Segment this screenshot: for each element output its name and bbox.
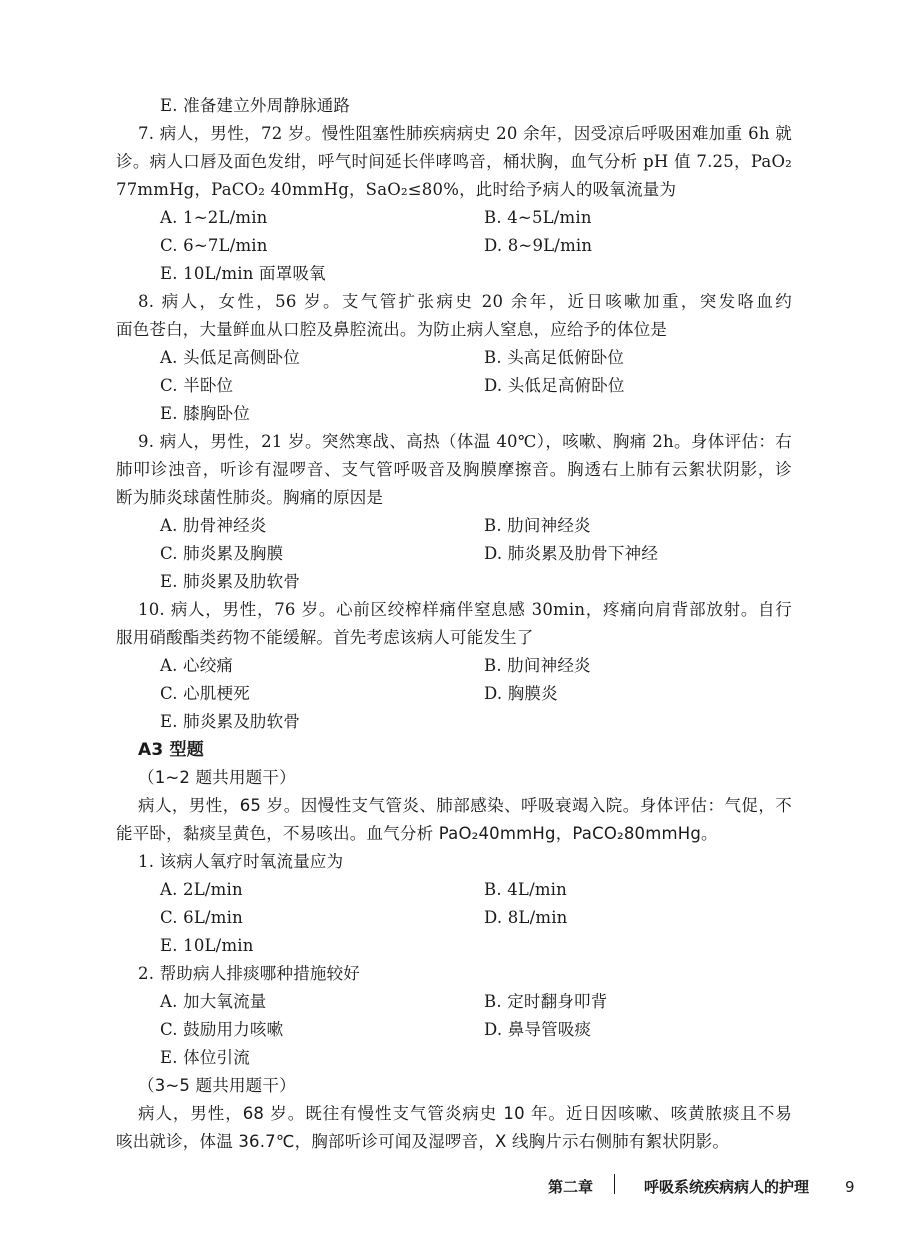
shared-stem-1-line1: 病人，男性，65 岁。因慢性支气管炎、肺部感染、呼吸衰竭入院。身体评估：气促，不 bbox=[138, 796, 792, 815]
q10-stem-line1: 10. 病人，男性，76 岁。心前区绞榨样痛伴窒息感 30min，疼痛向肩背部放射。自行 bbox=[138, 600, 792, 619]
section-heading: A3 型题 bbox=[138, 740, 204, 760]
q7-option-e: E. 10L/min 面罩吸氧 bbox=[160, 264, 326, 283]
group-label-1: （1~2 题共用题干） bbox=[138, 768, 296, 787]
s2-option-c: C. 鼓励用力咳嗽 bbox=[160, 1020, 284, 1039]
q9-stem-line2: 肺叩诊浊音，听诊有湿啰音、支气管呼吸音及胸膜摩擦音。胸透右上肺有云絮状阴影，诊 bbox=[116, 460, 792, 479]
s2-option-d: D. 鼻导管吸痰 bbox=[484, 1020, 592, 1039]
q9-option-e: E. 肺炎累及肋软骨 bbox=[160, 572, 301, 591]
q10-stem-line2: 服用硝酸酯类药物不能缓解。首先考虑该病人可能发生了 bbox=[116, 628, 534, 647]
q7-option-b: B. 4~5L/min bbox=[484, 208, 592, 227]
shared-stem-1-line2: 能平卧，黏痰呈黄色，不易咳出。血气分析 PaO₂40mmHg，PaCO₂80mmHg。 bbox=[116, 824, 718, 843]
footer-chapter: 第二章 bbox=[548, 1178, 594, 1196]
q10-option-e: E. 肺炎累及肋软骨 bbox=[160, 712, 301, 731]
s2-option-a: A. 加大氧流量 bbox=[160, 992, 267, 1011]
q8-option-d: D. 头低足高俯卧位 bbox=[484, 376, 625, 395]
q9-stem-line3: 断为肺炎球菌性肺炎。胸痛的原因是 bbox=[116, 488, 384, 507]
footer-divider bbox=[614, 1174, 615, 1194]
page-number: 9 bbox=[845, 1178, 855, 1196]
s1-option-a: A. 2L/min bbox=[160, 880, 243, 899]
q8-stem-line1: 8. 病人，女性，56 岁。支气管扩张病史 20 余年，近日咳嗽加重，突发咯血约 bbox=[138, 292, 792, 311]
q8-stem-line2: 面色苍白，大量鲜血从口腔及鼻腔流出。为防止病人窒息，应给予的体位是 bbox=[116, 320, 668, 339]
q10-option-d: D. 胸膜炎 bbox=[484, 684, 558, 703]
s1-option-e: E. 10L/min bbox=[160, 936, 254, 955]
s2-option-b: B. 定时翻身叩背 bbox=[484, 992, 608, 1011]
q10-option-b: B. 肋间神经炎 bbox=[484, 656, 591, 675]
q10-option-c: C. 心肌梗死 bbox=[160, 684, 250, 703]
q10-option-a: A. 心绞痛 bbox=[160, 656, 234, 675]
s1-option-b: B. 4L/min bbox=[484, 880, 567, 899]
q9-option-b: B. 肋间神经炎 bbox=[484, 516, 591, 535]
q9-stem-line1: 9. 病人，男性，21 岁。突然寒战、高热（体温 40℃），咳嗽、胸痛 2h。身体评估：右 bbox=[138, 432, 792, 451]
q7-option-d: D. 8~9L/min bbox=[484, 236, 593, 255]
footer-title: 呼吸系统疾病病人的护理 bbox=[644, 1178, 810, 1196]
s2-question: 2. 帮助病人排痰哪种措施较好 bbox=[138, 964, 360, 983]
q8-option-b: B. 头高足低俯卧位 bbox=[484, 348, 625, 367]
q7-stem-line2: 诊。病人口唇及面色发绀，呼气时间延长伴哮鸣音，桶状胸，血气分析 pH 值 7.25，PaO₂ bbox=[116, 152, 792, 171]
s1-option-c: C. 6L/min bbox=[160, 908, 243, 927]
q7-option-c: C. 6~7L/min bbox=[160, 236, 268, 255]
q8-option-c: C. 半卧位 bbox=[160, 376, 234, 395]
q8-option-a: A. 头低足高侧卧位 bbox=[160, 348, 300, 367]
s2-option-e: E. 体位引流 bbox=[160, 1048, 250, 1067]
q8-option-e: E. 膝胸卧位 bbox=[160, 404, 250, 423]
q6-option-e: E. 准备建立外周静脉通路 bbox=[160, 96, 351, 115]
s1-question: 1. 该病人氧疗时氧流量应为 bbox=[138, 852, 344, 871]
shared-stem-2-line2: 咳出就诊，体温 36.7℃，胸部听诊可闻及湿啰音，X 线胸片示右侧肺有絮状阴影。 bbox=[116, 1132, 730, 1151]
group-label-2: （3~5 题共用题干） bbox=[138, 1076, 296, 1095]
q7-option-a: A. 1~2L/min bbox=[160, 208, 268, 227]
q7-stem-line3: 77mmHg，PaCO₂ 40mmHg，SaO₂≤80%，此时给予病人的吸氧流量为 bbox=[116, 180, 677, 199]
q9-option-a: A. 肋骨神经炎 bbox=[160, 516, 267, 535]
shared-stem-2-line1: 病人，男性，68 岁。既往有慢性支气管炎病史 10 年。近日因咳嗽、咳黄脓痰且不易 bbox=[138, 1104, 792, 1123]
q9-option-c: C. 肺炎累及胸膜 bbox=[160, 544, 284, 563]
q9-option-d: D. 肺炎累及肋骨下神经 bbox=[484, 544, 659, 563]
s1-option-d: D. 8L/min bbox=[484, 908, 568, 927]
q7-stem-line1: 7. 病人，男性，72 岁。慢性阻塞性肺疾病病史 20 余年，因受凉后呼吸困难加重 6h 就 bbox=[138, 124, 792, 143]
